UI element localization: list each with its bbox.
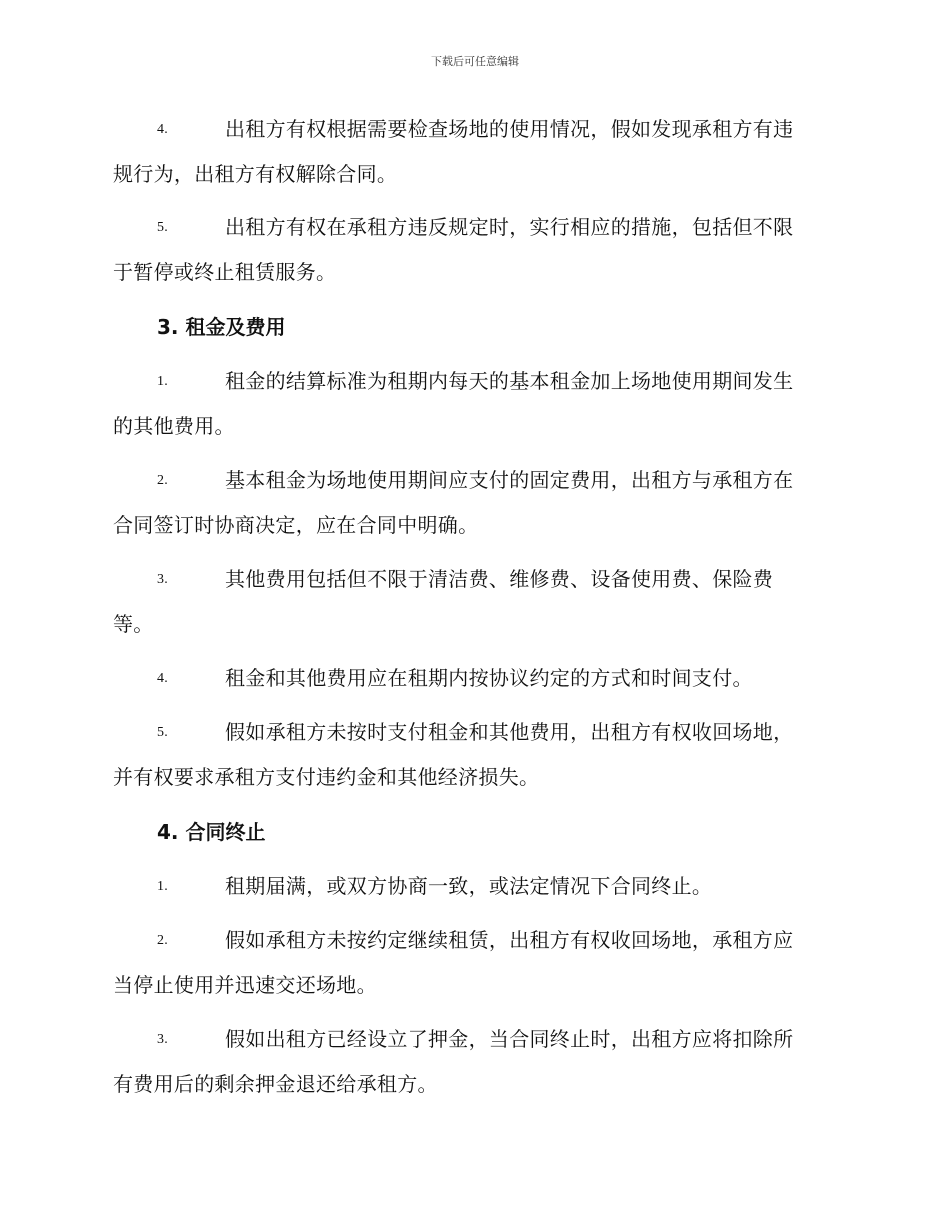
- clause-number: 2.: [157, 933, 169, 948]
- clause-text-line2: 规行为，出租方有权解除合同。: [113, 162, 398, 186]
- clause-number: 1.: [157, 374, 169, 389]
- clause-item: [113, 557, 838, 647]
- clause-item: [113, 864, 838, 909]
- clause-number: 3.: [157, 1032, 169, 1047]
- clause-item: [113, 656, 838, 701]
- clause-text-line1: 假如承租方未按时支付租金和其他费用，出租方有权收回场地，: [225, 720, 794, 744]
- clause-number: 1.: [157, 879, 169, 894]
- clause-text-line1: 租金和其他费用应在租期内按协议约定的方式和时间支付。: [225, 666, 753, 690]
- clause-text-line1: 出租方有权根据需要检查场地的使用情况，假如发现承租方有违: [225, 117, 794, 141]
- clause-text-line2: 的其他费用。: [113, 414, 235, 438]
- clause-text-line2: 并有权要求承租方支付违约金和其他经济损失。: [113, 765, 540, 789]
- section-heading: 3. 租金及费用: [157, 315, 286, 339]
- clause-item: [113, 458, 838, 548]
- clause-number: 4.: [157, 671, 169, 686]
- clause-number: 2.: [157, 473, 169, 488]
- clause-item: [113, 205, 838, 295]
- clause-text-line1: 基本租金为场地使用期间应支付的固定费用，出租方与承租方在: [225, 468, 794, 492]
- clause-number: 4.: [157, 122, 169, 137]
- clause-item: [113, 1017, 838, 1107]
- clause-item: [113, 710, 838, 800]
- clause-text-line1: 出租方有权在承租方违反规定时，实行相应的措施，包括但不限: [225, 215, 794, 239]
- clause-text-line2: 于暂停或终止租赁服务。: [113, 260, 337, 284]
- clause-text-line2: 当停止使用并迅速交还场地。: [113, 973, 377, 997]
- page-header: 下载后可任意编辑: [431, 55, 519, 68]
- clause-text-line2: 有费用后的剩余押金退还给承租方。: [113, 1072, 438, 1096]
- clause-item: [113, 107, 838, 197]
- clause-number: 3.: [157, 572, 169, 587]
- clause-item: [113, 918, 838, 1008]
- clause-text-line2: 合同签订时协商决定，应在合同中明确。: [113, 513, 479, 537]
- clause-text-line1: 其他费用包括但不限于清洁费、维修费、设备使用费、保险费: [225, 567, 774, 591]
- clause-number: 5.: [157, 220, 169, 235]
- clause-item: [113, 359, 838, 449]
- clause-number: 5.: [157, 725, 169, 740]
- clause-text-line1: 租期届满，或双方协商一致，或法定情况下合同终止。: [225, 874, 713, 898]
- clause-text-line1: 假如出租方已经设立了押金，当合同终止时，出租方应将扣除所: [225, 1027, 794, 1051]
- clause-text-line2: 等。: [113, 612, 154, 636]
- section-heading: 4. 合同终止: [157, 820, 266, 844]
- clause-text-line1: 租金的结算标准为租期内每天的基本租金加上场地使用期间发生: [225, 369, 794, 393]
- clause-text-line1: 假如承租方未按约定继续租赁，出租方有权收回场地，承租方应: [225, 928, 794, 952]
